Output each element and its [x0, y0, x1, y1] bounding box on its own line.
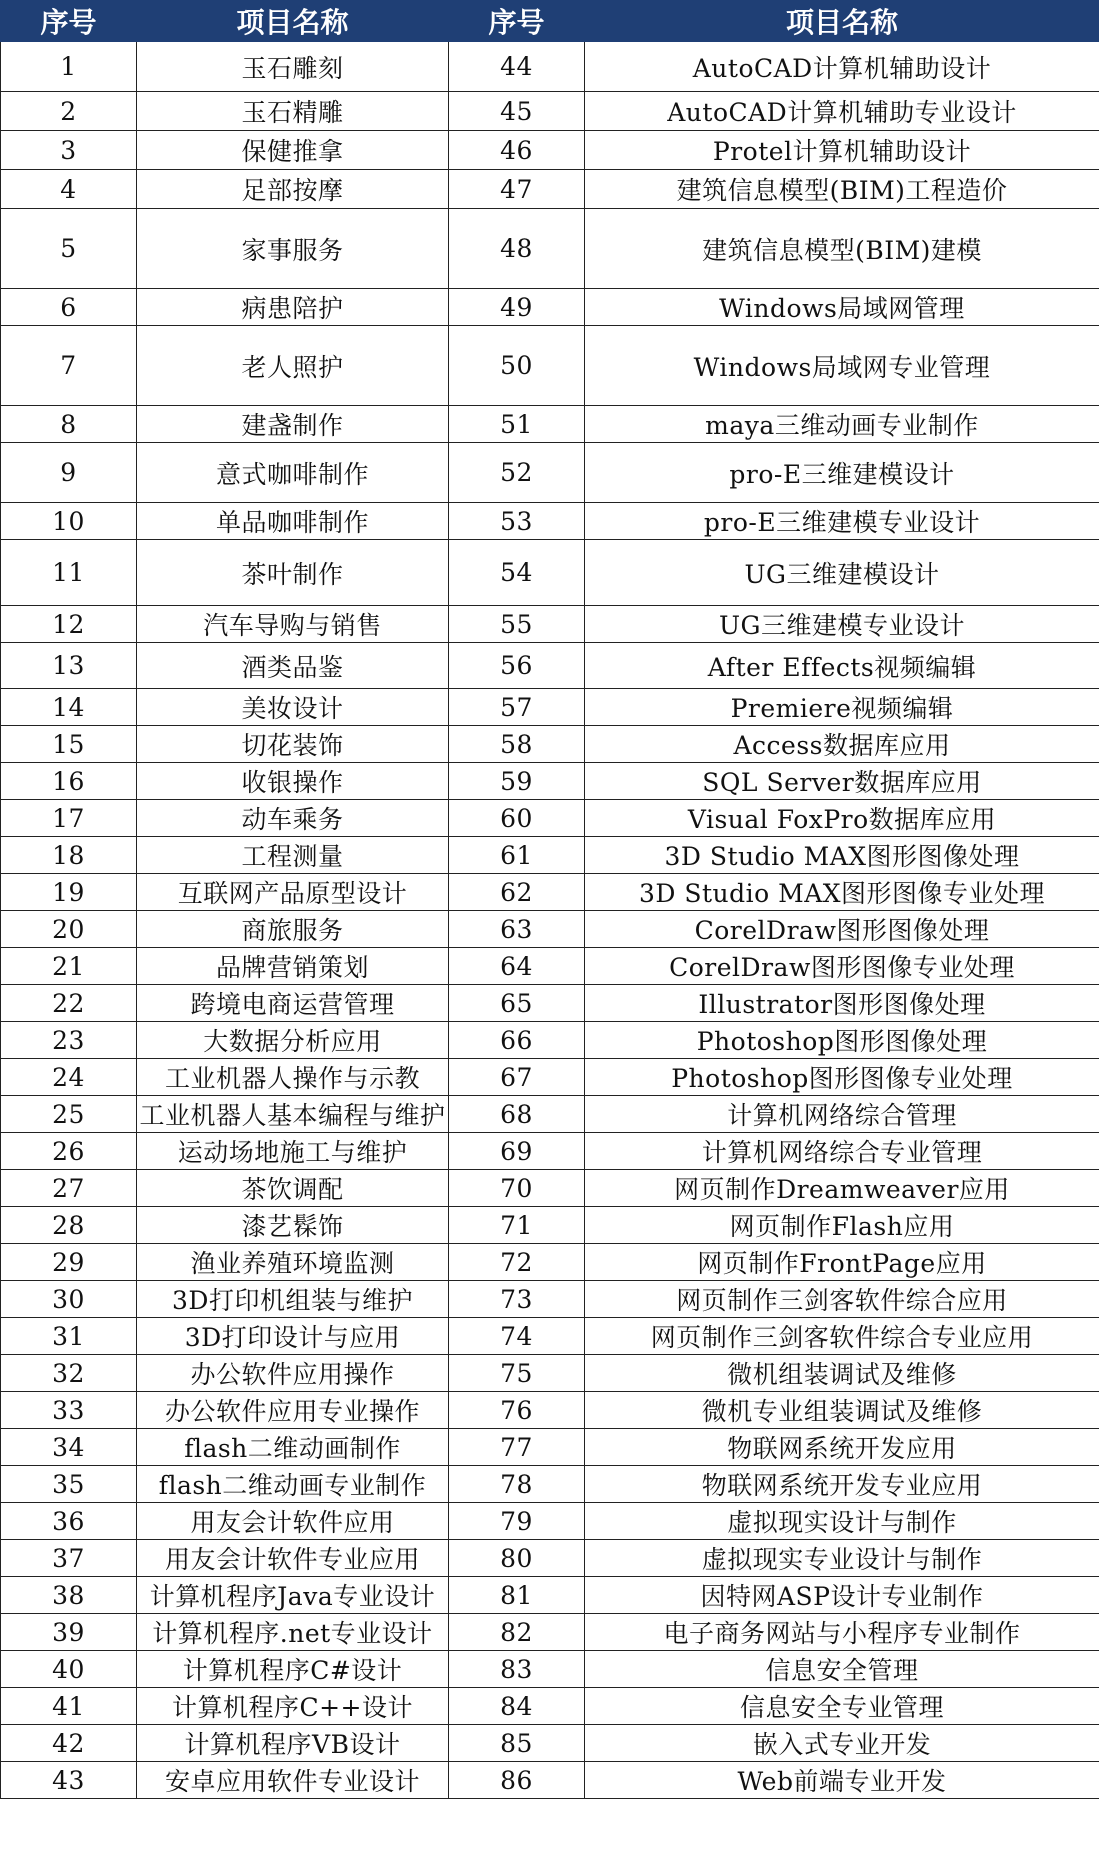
serial-number-cell: 51: [449, 406, 585, 443]
project-name-cell: Premiere视频编辑: [585, 689, 1099, 726]
serial-number-cell: 72: [449, 1244, 585, 1281]
table-row: [1, 406, 1099, 443]
serial-number-cell: 65: [449, 985, 585, 1022]
serial-number-cell: 38: [1, 1577, 137, 1614]
table-row: [1, 643, 1099, 689]
project-name-cell: 计算机网络综合管理: [585, 1096, 1099, 1133]
project-name-cell: 大数据分析应用: [137, 1022, 449, 1059]
project-name-cell: 虚拟现实设计与制作: [585, 1503, 1099, 1540]
serial-number-cell: 39: [1, 1614, 137, 1651]
serial-number-cell: 13: [1, 643, 137, 689]
project-name-cell: SQL Server数据库应用: [585, 763, 1099, 800]
table-row: [1, 1096, 1099, 1133]
table-row: [1, 1281, 1099, 1318]
project-name-cell: Photoshop图形图像专业处理: [585, 1059, 1099, 1096]
serial-number-cell: 60: [449, 800, 585, 837]
project-name-cell: 酒类品鉴: [137, 643, 449, 689]
serial-number-cell: 68: [449, 1096, 585, 1133]
table-row: [1, 1651, 1099, 1688]
serial-number-cell: 58: [449, 726, 585, 763]
project-name-cell: 网页制作FrontPage应用: [585, 1244, 1099, 1281]
table-row: [1, 92, 1099, 131]
serial-number-cell: 53: [449, 503, 585, 540]
serial-number-cell: 45: [449, 92, 585, 131]
project-name-cell: 网页制作三剑客软件综合专业应用: [585, 1318, 1099, 1355]
project-name-cell: 切花装饰: [137, 726, 449, 763]
serial-number-cell: 56: [449, 643, 585, 689]
project-name-cell: 计算机网络综合专业管理: [585, 1133, 1099, 1170]
serial-number-cell: 21: [1, 948, 137, 985]
serial-number-cell: 11: [1, 540, 137, 606]
table-row: [1, 726, 1099, 763]
serial-number-cell: 32: [1, 1355, 137, 1392]
serial-number-cell: 33: [1, 1392, 137, 1429]
project-name-cell: 网页制作三剑客软件综合应用: [585, 1281, 1099, 1318]
serial-number-cell: 84: [449, 1688, 585, 1725]
project-name-cell: 用友会计软件应用: [137, 1503, 449, 1540]
serial-number-cell: 64: [449, 948, 585, 985]
serial-number-cell: 57: [449, 689, 585, 726]
serial-number-cell: 46: [449, 131, 585, 170]
table-row: [1, 985, 1099, 1022]
serial-number-cell: 44: [449, 42, 585, 92]
serial-number-cell: 81: [449, 1577, 585, 1614]
table-row: [1, 1577, 1099, 1614]
project-name-cell: 计算机程序C#设计: [137, 1651, 449, 1688]
table-row: [1, 503, 1099, 540]
serial-number-cell: 28: [1, 1207, 137, 1244]
project-name-cell: 建筑信息模型(BIM)建模: [585, 209, 1099, 289]
project-name-cell: 信息安全管理: [585, 1651, 1099, 1688]
table-row: [1, 289, 1099, 326]
table-row: [1, 1133, 1099, 1170]
project-name-cell: UG三维建模专业设计: [585, 606, 1099, 643]
serial-number-cell: 82: [449, 1614, 585, 1651]
header-project-name-right: 项目名称: [585, 1, 1099, 42]
project-name-cell: 虚拟现实专业设计与制作: [585, 1540, 1099, 1577]
serial-number-cell: 29: [1, 1244, 137, 1281]
serial-number-cell: 50: [449, 326, 585, 406]
project-name-cell: 电子商务网站与小程序专业制作: [585, 1614, 1099, 1651]
project-name-cell: Photoshop图形图像处理: [585, 1022, 1099, 1059]
serial-number-cell: 25: [1, 1096, 137, 1133]
project-name-cell: 微机专业组装调试及维修: [585, 1392, 1099, 1429]
table-row: [1, 837, 1099, 874]
project-name-cell: 建筑信息模型(BIM)工程造价: [585, 170, 1099, 209]
project-name-cell: 3D Studio MAX图形图像处理: [585, 837, 1099, 874]
serial-number-cell: 5: [1, 209, 137, 289]
table-row: [1, 1059, 1099, 1096]
project-name-cell: 病患陪护: [137, 289, 449, 326]
project-name-cell: 茶饮调配: [137, 1170, 449, 1207]
serial-number-cell: 78: [449, 1466, 585, 1503]
project-name-cell: After Effects视频编辑: [585, 643, 1099, 689]
project-name-cell: flash二维动画制作: [137, 1429, 449, 1466]
serial-number-cell: 23: [1, 1022, 137, 1059]
project-name-cell: Illustrator图形图像处理: [585, 985, 1099, 1022]
table-row: [1, 911, 1099, 948]
serial-number-cell: 22: [1, 985, 137, 1022]
project-name-cell: AutoCAD计算机辅助设计: [585, 42, 1099, 92]
serial-number-cell: 19: [1, 874, 137, 911]
table-row: [1, 1318, 1099, 1355]
table-row: [1, 1207, 1099, 1244]
project-name-cell: Protel计算机辅助设计: [585, 131, 1099, 170]
project-name-cell: 保健推拿: [137, 131, 449, 170]
project-name-cell: 信息安全专业管理: [585, 1688, 1099, 1725]
table-row: [1, 1614, 1099, 1651]
project-name-cell: 玉石雕刻: [137, 42, 449, 92]
serial-number-cell: 16: [1, 763, 137, 800]
header-serial-number-right: 序号: [449, 1, 585, 42]
serial-number-cell: 63: [449, 911, 585, 948]
serial-number-cell: 83: [449, 1651, 585, 1688]
serial-number-cell: 77: [449, 1429, 585, 1466]
project-name-cell: 汽车导购与销售: [137, 606, 449, 643]
table-row: [1, 443, 1099, 503]
table-row: [1, 1688, 1099, 1725]
project-name-cell: UG三维建模设计: [585, 540, 1099, 606]
project-name-cell: 办公软件应用专业操作: [137, 1392, 449, 1429]
serial-number-cell: 24: [1, 1059, 137, 1096]
serial-number-cell: 9: [1, 443, 137, 503]
project-name-cell: 家事服务: [137, 209, 449, 289]
serial-number-cell: 66: [449, 1022, 585, 1059]
serial-number-cell: 26: [1, 1133, 137, 1170]
serial-number-cell: 20: [1, 911, 137, 948]
project-name-cell: 茶叶制作: [137, 540, 449, 606]
serial-number-cell: 75: [449, 1355, 585, 1392]
serial-number-cell: 12: [1, 606, 137, 643]
project-name-cell: 3D打印机组装与维护: [137, 1281, 449, 1318]
project-name-cell: 意式咖啡制作: [137, 443, 449, 503]
project-name-cell: 运动场地施工与维护: [137, 1133, 449, 1170]
serial-number-cell: 62: [449, 874, 585, 911]
project-name-cell: 微机组装调试及维修: [585, 1355, 1099, 1392]
serial-number-cell: 15: [1, 726, 137, 763]
serial-number-cell: 76: [449, 1392, 585, 1429]
serial-number-cell: 69: [449, 1133, 585, 1170]
project-name-cell: 足部按摩: [137, 170, 449, 209]
project-name-cell: 计算机程序VB设计: [137, 1725, 449, 1762]
project-name-cell: 安卓应用软件专业设计: [137, 1762, 449, 1799]
project-name-cell: 工业机器人操作与示教: [137, 1059, 449, 1096]
table-row: [1, 800, 1099, 837]
table-row: [1, 1170, 1099, 1207]
serial-number-cell: 2: [1, 92, 137, 131]
project-name-cell: 漆艺髹饰: [137, 1207, 449, 1244]
table-row: [1, 1725, 1099, 1762]
project-name-cell: 收银操作: [137, 763, 449, 800]
table-row: [1, 42, 1099, 92]
serial-number-cell: 71: [449, 1207, 585, 1244]
serial-number-cell: 35: [1, 1466, 137, 1503]
project-name-cell: Windows局域网管理: [585, 289, 1099, 326]
serial-number-cell: 47: [449, 170, 585, 209]
table-row: [1, 606, 1099, 643]
project-name-cell: Visual FoxPro数据库应用: [585, 800, 1099, 837]
serial-number-cell: 43: [1, 1762, 137, 1799]
project-name-cell: flash二维动画专业制作: [137, 1466, 449, 1503]
serial-number-cell: 36: [1, 1503, 137, 1540]
serial-number-cell: 48: [449, 209, 585, 289]
table-row: [1, 1503, 1099, 1540]
serial-number-cell: 34: [1, 1429, 137, 1466]
project-name-cell: 渔业养殖环境监测: [137, 1244, 449, 1281]
serial-number-cell: 80: [449, 1540, 585, 1577]
serial-number-cell: 42: [1, 1725, 137, 1762]
project-name-cell: 嵌入式专业开发: [585, 1725, 1099, 1762]
project-name-cell: pro-E三维建模设计: [585, 443, 1099, 503]
serial-number-cell: 17: [1, 800, 137, 837]
serial-number-cell: 85: [449, 1725, 585, 1762]
project-name-cell: 物联网系统开发专业应用: [585, 1466, 1099, 1503]
table-row: [1, 1022, 1099, 1059]
project-name-cell: 品牌营销策划: [137, 948, 449, 985]
project-name-cell: 3D打印设计与应用: [137, 1318, 449, 1355]
project-name-cell: 跨境电商运营管理: [137, 985, 449, 1022]
project-name-cell: 计算机程序C++设计: [137, 1688, 449, 1725]
serial-number-cell: 31: [1, 1318, 137, 1355]
serial-number-cell: 3: [1, 131, 137, 170]
project-name-cell: 网页制作Dreamweaver应用: [585, 1170, 1099, 1207]
project-name-cell: 商旅服务: [137, 911, 449, 948]
project-name-cell: 工业机器人基本编程与维护: [137, 1096, 449, 1133]
project-name-cell: 计算机程序.net专业设计: [137, 1614, 449, 1651]
table-row: [1, 1392, 1099, 1429]
serial-number-cell: 54: [449, 540, 585, 606]
table-row: [1, 1429, 1099, 1466]
serial-number-cell: 8: [1, 406, 137, 443]
project-name-cell: 物联网系统开发应用: [585, 1429, 1099, 1466]
table-row: [1, 948, 1099, 985]
project-name-cell: pro-E三维建模专业设计: [585, 503, 1099, 540]
serial-number-cell: 49: [449, 289, 585, 326]
serial-number-cell: 6: [1, 289, 137, 326]
project-name-cell: maya三维动画专业制作: [585, 406, 1099, 443]
project-name-cell: 用友会计软件专业应用: [137, 1540, 449, 1577]
serial-number-cell: 1: [1, 42, 137, 92]
serial-number-cell: 52: [449, 443, 585, 503]
serial-number-cell: 61: [449, 837, 585, 874]
serial-number-cell: 18: [1, 837, 137, 874]
table-row: [1, 1244, 1099, 1281]
project-name-cell: 老人照护: [137, 326, 449, 406]
header-serial-number-left: 序号: [1, 1, 137, 42]
serial-number-cell: 55: [449, 606, 585, 643]
table-row: [1, 763, 1099, 800]
project-name-cell: 因特网ASP设计专业制作: [585, 1577, 1099, 1614]
serial-number-cell: 14: [1, 689, 137, 726]
serial-number-cell: 4: [1, 170, 137, 209]
serial-number-cell: 10: [1, 503, 137, 540]
serial-number-cell: 70: [449, 1170, 585, 1207]
project-name-cell: 美妆设计: [137, 689, 449, 726]
header-project-name-left: 项目名称: [137, 1, 449, 42]
serial-number-cell: 59: [449, 763, 585, 800]
serial-number-cell: 67: [449, 1059, 585, 1096]
table-row: [1, 170, 1099, 209]
serial-number-cell: 79: [449, 1503, 585, 1540]
table-header: [1, 1, 1099, 42]
serial-number-cell: 30: [1, 1281, 137, 1318]
project-name-cell: Windows局域网专业管理: [585, 326, 1099, 406]
project-name-cell: 单品咖啡制作: [137, 503, 449, 540]
project-name-cell: 办公软件应用操作: [137, 1355, 449, 1392]
project-name-cell: 玉石精雕: [137, 92, 449, 131]
project-name-cell: Web前端专业开发: [585, 1762, 1099, 1799]
table-row: [1, 1762, 1099, 1799]
table-row: [1, 1355, 1099, 1392]
serial-number-cell: 74: [449, 1318, 585, 1355]
project-name-cell: 3D Studio MAX图形图像专业处理: [585, 874, 1099, 911]
table-row: [1, 689, 1099, 726]
table-row: [1, 874, 1099, 911]
serial-number-cell: 41: [1, 1688, 137, 1725]
table-row: [1, 131, 1099, 170]
serial-number-cell: 40: [1, 1651, 137, 1688]
project-name-cell: 动车乘务: [137, 800, 449, 837]
project-name-cell: Access数据库应用: [585, 726, 1099, 763]
project-name-cell: 建盏制作: [137, 406, 449, 443]
project-name-cell: AutoCAD计算机辅助专业设计: [585, 92, 1099, 131]
serial-number-cell: 86: [449, 1762, 585, 1799]
serial-number-cell: 37: [1, 1540, 137, 1577]
table-row: [1, 540, 1099, 606]
project-name-cell: 计算机程序Java专业设计: [137, 1577, 449, 1614]
project-name-cell: 互联网产品原型设计: [137, 874, 449, 911]
serial-number-cell: 7: [1, 326, 137, 406]
project-name-cell: 工程测量: [137, 837, 449, 874]
table-row: [1, 209, 1099, 289]
table-row: [1, 326, 1099, 406]
serial-number-cell: 73: [449, 1281, 585, 1318]
project-name-cell: CorelDraw图形图像处理: [585, 911, 1099, 948]
project-name-cell: 网页制作Flash应用: [585, 1207, 1099, 1244]
project-name-cell: CorelDraw图形图像专业处理: [585, 948, 1099, 985]
table-row: [1, 1540, 1099, 1577]
table-body: [1, 42, 1099, 1799]
table-row: [1, 1466, 1099, 1503]
header-row: [1, 1, 1099, 42]
serial-number-cell: 27: [1, 1170, 137, 1207]
